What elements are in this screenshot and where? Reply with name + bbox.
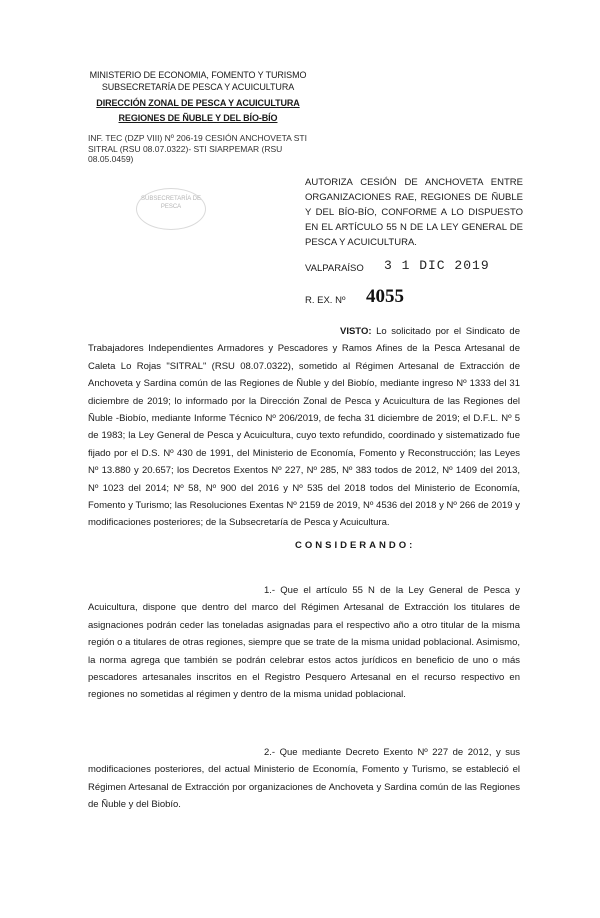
header-direccion: DIRECCIÓN ZONAL DE PESCA Y ACUICULTURA <box>96 98 300 108</box>
received-stamp: SUBSECRETARÍA DE PESCA <box>136 188 206 230</box>
considerando-paragraph-1: 1.- Que el artículo 55 N de la Ley General de Pesca y Acuicultura, dispone que dentro del marco del Régimen Artesanal de Extracción los titulares de asignaciones podrán ceder las toneladas asignadas para el respectivo año a otro titular de la misma región o a titulares de otras regiones, siempre que se trate de la misma unidad poblacional. Asimismo, la norma agrega que también se podrán celebrar estos actos jurídicos en beneficio de uno o más pescadores artesanales inscritos en el Registro Pesquero Artesanal en el recurso respectivo en regiones no sometidas al régimen y dentro de la misma unidad poblacional. <box>88 585 520 701</box>
considerando-paragraph-2: 2.- Que mediante Decreto Exento Nº 227 de 2012, y sus modificaciones posteriores, del actual Ministerio de Economía, Fomento y Turismo, se estableció el Régimen Artesanal de Extracción por organizaciones de Anchoveta y Sardina común de las Regiones de Ñuble y del Biobío. <box>88 747 520 811</box>
header-regiones: REGIONES DE ÑUBLE Y DEL BÍO-BÍO <box>118 113 278 123</box>
place: VALPARAÍSO <box>305 263 364 274</box>
considerando-heading: CONSIDERANDO: <box>295 540 416 551</box>
visto-label: VISTO: <box>340 326 372 337</box>
resolution-label: R. EX. Nº <box>305 295 346 306</box>
resolution-number: 4055 <box>366 286 404 307</box>
visto-text: Lo solicitado por el Sindicato de Trabajadores Independientes Armadores y Pescadores y Ramos Afines de la Pesca Artesanal de Caleta Lo Rojas "SITRAL" (RSU 08.07.0322), sometido al Régimen Artesanal de Extracción de Anchoveta y Sardina común de las Regiones de Ñuble y del Biobío, mediante ingreso Nº 1333 del 31 diciembre de 2019; lo informado por la Dirección Zonal de Pesca y Acuicultura de las Regiones del Ñuble -Biobío, mediante Informe Técnico Nº 206/2019, de fecha 31 diciembre de 2019; el D.F.L. Nº 5 de 1983; la Ley General de Pesca y Acuicultura, cuyo texto refundido, coordinado y sistematizado fue fijado por el D.S. Nº 430 de 1991, del Ministerio de Economía, Fomento y Reconstrucción; las Leyes Nº 13.880 y 20.657; los Decretos Exentos Nº 227, Nº 285, Nº 383 todos de 2012, Nº 1409 del 2013, Nº 1023 del 2014; Nº 58, Nº 900 del 2016 y Nº 535 del 2018 todos del Ministerio de Economía, Fomento y Turismo; las Resoluciones Exentas Nº 2159 de 2019, Nº 4536 del 2018 y Nº 266 de 2019 y modificaciones posteriores; de la Subsecretaría de Pesca y Acuicultura. <box>88 326 520 529</box>
header-ministry: MINISTERIO DE ECONOMIA, FOMENTO Y TURISMO <box>89 70 307 80</box>
header-subsecretaria: SUBSECRETARÍA DE PESCA Y ACUICULTURA <box>101 82 295 92</box>
visto-paragraph <box>88 323 520 532</box>
reference-code: INF. TEC (DZP VIII) Nº 206-19 CESIÓN ANCHOVETA STI SITRAL (RSU 08.07.0322)- STI SIARPEMAR (RSU 08.05.0459) <box>88 133 307 164</box>
date-stamp: 3 1 DIC 2019 <box>384 258 490 273</box>
resolution-subject: AUTORIZA CESIÓN DE ANCHOVETA ENTRE ORGANIZACIONES RAE, REGIONES DE ÑUBLE Y DEL BÍO-BÍO, CONFORME A LO DISPUESTO EN EL ARTÍCULO 55 N DE LA LEY GENERAL DE PESCA Y ACUICULTURA. <box>305 177 523 248</box>
